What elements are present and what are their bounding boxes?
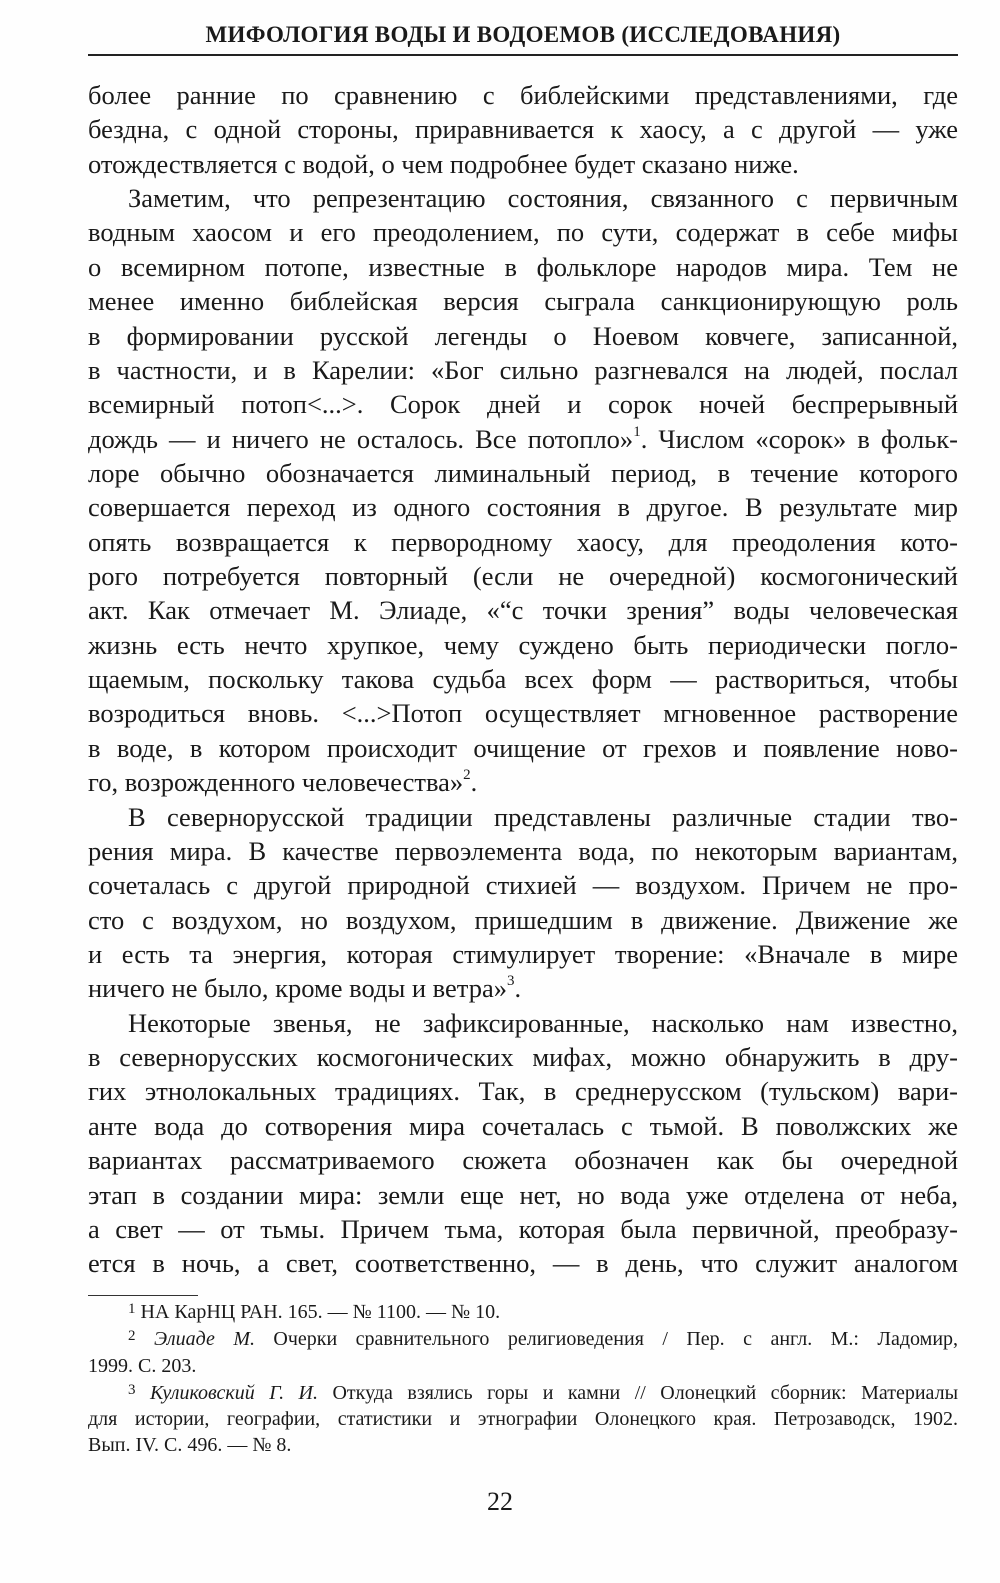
- text-line: [88, 422, 958, 456]
- text-run: ется в ночь, а свет, соответственно, — в день, что служит аналогом: [88, 1248, 958, 1279]
- text-run: возродиться вновь. <...>Потоп осуществляет мгновенное растворение: [88, 698, 958, 729]
- footnote-number: 2: [128, 1328, 136, 1344]
- text-run: и есть та энергия, которая стимулирует творение: «Вначале в мире: [88, 939, 958, 969]
- footnote-line: [128, 1326, 958, 1352]
- text-line: [88, 1143, 958, 1177]
- text-run: в севернорусских космогонических мифах, можно обнаружить в дру-: [88, 1042, 958, 1073]
- text-run: сто с воздухом, но воздухом, пришедшим в движение. Движение же: [88, 904, 958, 935]
- text-line: [88, 696, 958, 730]
- text-run: акт. Как отмечает М. Элиаде, «“с точки зрения” воды человеческая: [88, 595, 958, 626]
- text-line: [88, 1246, 958, 1280]
- text-line: [88, 1109, 958, 1143]
- text-line: [128, 181, 958, 215]
- text-run: . Числом «сорок» в фольк-: [640, 423, 958, 454]
- text-line: [88, 971, 958, 1005]
- footnote-text: Вып. IV. С. 496. — № 8.: [88, 1434, 292, 1456]
- footnote-line: [88, 1353, 958, 1379]
- text-line: [88, 1074, 958, 1108]
- text-line: [88, 628, 958, 662]
- footnote-line: [88, 1432, 958, 1458]
- footnote-author: Элиаде М.: [153, 1328, 255, 1350]
- text-run: отождествляется с водой, о чем подробнее будет сказано ниже.: [88, 148, 799, 179]
- text-line: [128, 800, 958, 834]
- text-line: [88, 1178, 958, 1212]
- text-run: го, возрожденного человечества»: [88, 767, 464, 798]
- footnote-text: Откуда взялись горы и камни // Олонецкий сборник: Материалы: [318, 1382, 959, 1404]
- text-line: [88, 559, 958, 593]
- footnote-text: для истории, географии, статистики и этнографии Олонецкого края. Петрозаводск, 1902.: [88, 1408, 958, 1430]
- footnote-ref: 1: [633, 423, 641, 440]
- text-run: совершается переход из одного состояния в другое. В результате мир: [88, 492, 958, 523]
- text-line: [128, 1006, 958, 1040]
- text-line: [88, 250, 958, 284]
- text-run: рого потребуется повторный (если не очередной) космогонический: [88, 561, 958, 592]
- footnote-ref: 2: [463, 767, 471, 784]
- footnote-line: [128, 1299, 958, 1325]
- text-line: [88, 903, 958, 937]
- text-line: [88, 937, 958, 971]
- page-number: 22: [487, 1487, 513, 1516]
- text-line: [88, 284, 958, 318]
- footnote-ref: 3: [506, 973, 515, 990]
- text-line: [88, 662, 958, 696]
- footnote-author: Куликовский Г. И.: [149, 1382, 318, 1404]
- text-line: [88, 319, 958, 353]
- text-run: дождь — и ничего не осталось. Все потопло»: [88, 423, 634, 454]
- text-line: [88, 215, 958, 249]
- text-run: более ранние по сравнению с библейскими представлениями, где: [88, 80, 958, 110]
- text-run: а свет — от тьмы. Причем тьма, которая была первичной, преобразу-: [88, 1213, 958, 1244]
- text-run: рения мира. В качестве первоэлемента вода, по некоторым вариантам,: [88, 835, 958, 866]
- footnote-number: 1: [128, 1301, 136, 1317]
- footnote-number: 3: [128, 1382, 136, 1398]
- footnote-text: Очерки сравнительного религиоведения / Пер. с англ. М.: Ладомир,: [254, 1328, 959, 1350]
- footnote-rule: [88, 1295, 198, 1296]
- text-line: [88, 78, 958, 112]
- text-line: [88, 1212, 958, 1246]
- text-run: этап в создании мира: земли еще нет, но вода уже отделена от неба,: [88, 1179, 958, 1210]
- text-run: .: [470, 767, 478, 798]
- text-run: щаемым, поскольку такова судьба всех форм — раствориться, чтобы: [88, 664, 958, 695]
- text-run: лоре обычно обозначается лиминальный период, в течение которого: [88, 457, 958, 488]
- text-run: сочеталась с другой природной стихией — воздухом. Причем не про-: [88, 870, 958, 901]
- text-run: в частности, и в Карелии: «Бог сильно разгневался на людей, послал: [88, 354, 958, 385]
- text-run: анте вода до сотворения мира сочеталась с тьмой. В поволжских же: [88, 1110, 958, 1141]
- text-run: гих этнолокальных традициях. Так, в среднерусском (тульском) вари-: [88, 1076, 958, 1107]
- text-line: [88, 593, 958, 627]
- text-line: [88, 112, 958, 146]
- text-run: менее именно библейская версия сыграла санкционирующую роль: [88, 286, 958, 317]
- footnote-text: 1999. С. 203.: [88, 1355, 197, 1377]
- text-line: [88, 525, 958, 559]
- text-line: [88, 353, 958, 387]
- text-run: водным хаосом и его преодолением, по сути, содержат в себе мифы: [88, 217, 958, 248]
- text-run: жизнь есть нечто хрупкое, чему суждено быть периодически погло-: [88, 629, 958, 660]
- text-run: опять возвращается к первородному хаосу, для преодоления кото-: [88, 526, 958, 557]
- text-line: [88, 868, 958, 902]
- text-run: о всемирном потопе, известные в фольклоре народов мира. Тем не: [88, 251, 958, 282]
- text-run: в формировании русской легенды о Ноевом ковчеге, записанной,: [88, 320, 958, 351]
- footnote-text: НА КарНЦ РАН. 165. — № 1100. — № 10.: [140, 1301, 501, 1323]
- text-line: [88, 834, 958, 868]
- text-run: Заметим, что репрезентацию состояния, связанного с первичным: [128, 183, 958, 214]
- text-run: В севернорусской традиции представлены различные стадии тво-: [128, 801, 958, 832]
- running-header: МИФОЛОГИЯ ВОДЫ И ВОДОЕМОВ (ИССЛЕДОВАНИЯ): [205, 22, 841, 47]
- text-run: вариантах рассматриваемого сюжета обозначен как бы очередной: [88, 1145, 958, 1176]
- text-line: [88, 456, 958, 490]
- text-line: [88, 1040, 958, 1074]
- text-run: бездна, с одной стороны, приравнивается к хаосу, а с другой — уже: [88, 114, 958, 145]
- header-rule: [88, 54, 958, 56]
- text-line: [88, 490, 958, 524]
- text-line: [88, 147, 958, 181]
- text-run: всемирный потоп<...>. Сорок дней и сорок ночей беспрерывный: [88, 389, 958, 420]
- text-run: ничего не было, кроме воды и ветра»: [88, 973, 507, 1004]
- text-line: [88, 387, 958, 421]
- text-run: Некоторые звенья, не зафиксированные, насколько нам известно,: [128, 1007, 958, 1038]
- text-line: [88, 731, 958, 765]
- text-run: в воде, в котором происходит очищение от грехов и появление ново-: [88, 732, 958, 763]
- text-run: .: [514, 973, 522, 1004]
- text-line: [88, 765, 958, 799]
- footnote-line: [128, 1380, 958, 1406]
- footnote-line: [88, 1406, 958, 1432]
